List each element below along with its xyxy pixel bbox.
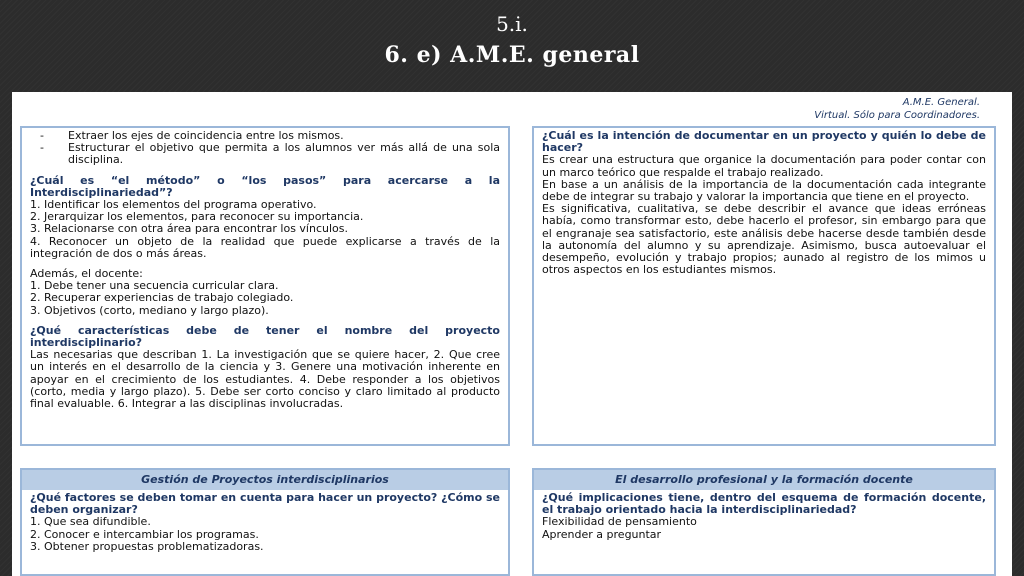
document-page: [12, 92, 1012, 576]
step-item: 2. Jerarquizar los elementos, para reconocer su importancia.: [30, 210, 364, 224]
question-method: ¿Cuál es “el método” o “los pasos” para acercarse a la Interdisciplinariedad”?: [30, 173, 500, 199]
bullet-item: - Estructurar el objetivo que permita a los alumnos ver más allá de una sola disciplina.: [68, 142, 500, 166]
answer-paragraph: En base a un análisis de la importancia de la documentación cada integrante debe de integrar su trabajo y valorar la importancia que tiene en el proyecto.: [542, 177, 986, 204]
factor-item: 3. Obtener propuestas problematizadoras.: [30, 539, 264, 553]
docente-item: 1. Debe tener una secuencia curricular clara.: [30, 279, 279, 293]
answer-paragraph: Es crear una estructura que organice la documentación para poder contar con un marco teórico que respalde el trabajo realizado.: [542, 153, 986, 179]
bottom-right-panel: [532, 468, 996, 576]
slide-subtitle: 5.i.: [496, 12, 528, 36]
document-header: [814, 96, 980, 122]
bullet-list: [30, 130, 500, 167]
section-band-desarrollo: El desarrollo profesional y la formación docente: [534, 470, 994, 490]
bullet-item: - Extraer los ejes de coincidencia entre los mismos.: [68, 130, 500, 142]
docente-intro: Además, el docente:: [30, 267, 143, 281]
answer-paragraph: Es significativa, cualitativa, se debe describir el avance que ideas erróneas había, como transformar esto, debe hacerlo el profesor, sin embargo para que el engranaje sea satisfactorio, este análisis debe hacerse desde también desde la autonomía del alumno y su aprendizaje. Asimismo, busca autoevaluar el desempeño, evolución y trabajo propios; aunado al registro de los mimos u otros aspectos en los estudiantes mismos.: [542, 202, 986, 277]
question-factors: ¿Qué factores se deben tomar en cuenta para hacer un proyecto? ¿Cómo se deben organizar?: [30, 491, 500, 517]
docente-item: 3. Objetivos (corto, mediano y largo plazo).: [30, 303, 269, 317]
left-panel: [20, 126, 510, 446]
question-documentation: ¿Cuál es la intención de documentar en un proyecto y quién lo debe de hacer?: [542, 129, 986, 155]
factor-item: 1. Que sea difundible.: [30, 515, 151, 529]
question-implications: ¿Qué implicaciones tiene, dentro del esquema de formación docente, el trabajo orientado hacia la interdisciplinariedad?: [542, 491, 986, 517]
slide-title: 6. e) A.M.E. general: [384, 42, 640, 68]
document-header-title: A.M.E. General.: [902, 97, 980, 108]
step-item: 1. Identificar los elementos del programa operativo.: [30, 198, 317, 212]
bottom-left-panel: [20, 468, 510, 576]
implication-item: Aprender a preguntar: [542, 527, 662, 541]
step-item: 4. Reconocer un objeto de la realidad que puede explicarse a través de la integración de dos o más áreas.: [30, 234, 500, 260]
right-panel: [532, 126, 996, 446]
question-project-name: ¿Qué características debe de tener el nombre del proyecto interdisciplinario?: [30, 323, 500, 350]
step-item: 3. Relacionarse con otra área para encontrar los vínculos.: [30, 222, 348, 236]
answer-project-name: Las necesarias que describan 1. La investigación que se quiere hacer, 2. Que cree un interés en el desarrollo de la ciencia y 3. Genere una motivación inherente en apoyar en el crecimiento de los estudiantes. 4. Debe responder a los objetivos (corto, media y largo plazo). 5. Debe ser corto conciso y claro limitado al producto final evaluable. 6. Integrar a las disciplinas involucradas.: [30, 348, 500, 411]
section-band-gestion: Gestión de Proyectos interdisciplinarios: [22, 470, 508, 490]
docente-item: 2. Recuperar experiencias de trabajo colegiado.: [30, 291, 294, 305]
implication-item: Flexibilidad de pensamiento: [542, 515, 697, 529]
document-header-note: Virtual. Sólo para Coordinadores.: [814, 110, 980, 121]
factor-item: 2. Conocer e intercambiar los programas.: [30, 527, 259, 541]
